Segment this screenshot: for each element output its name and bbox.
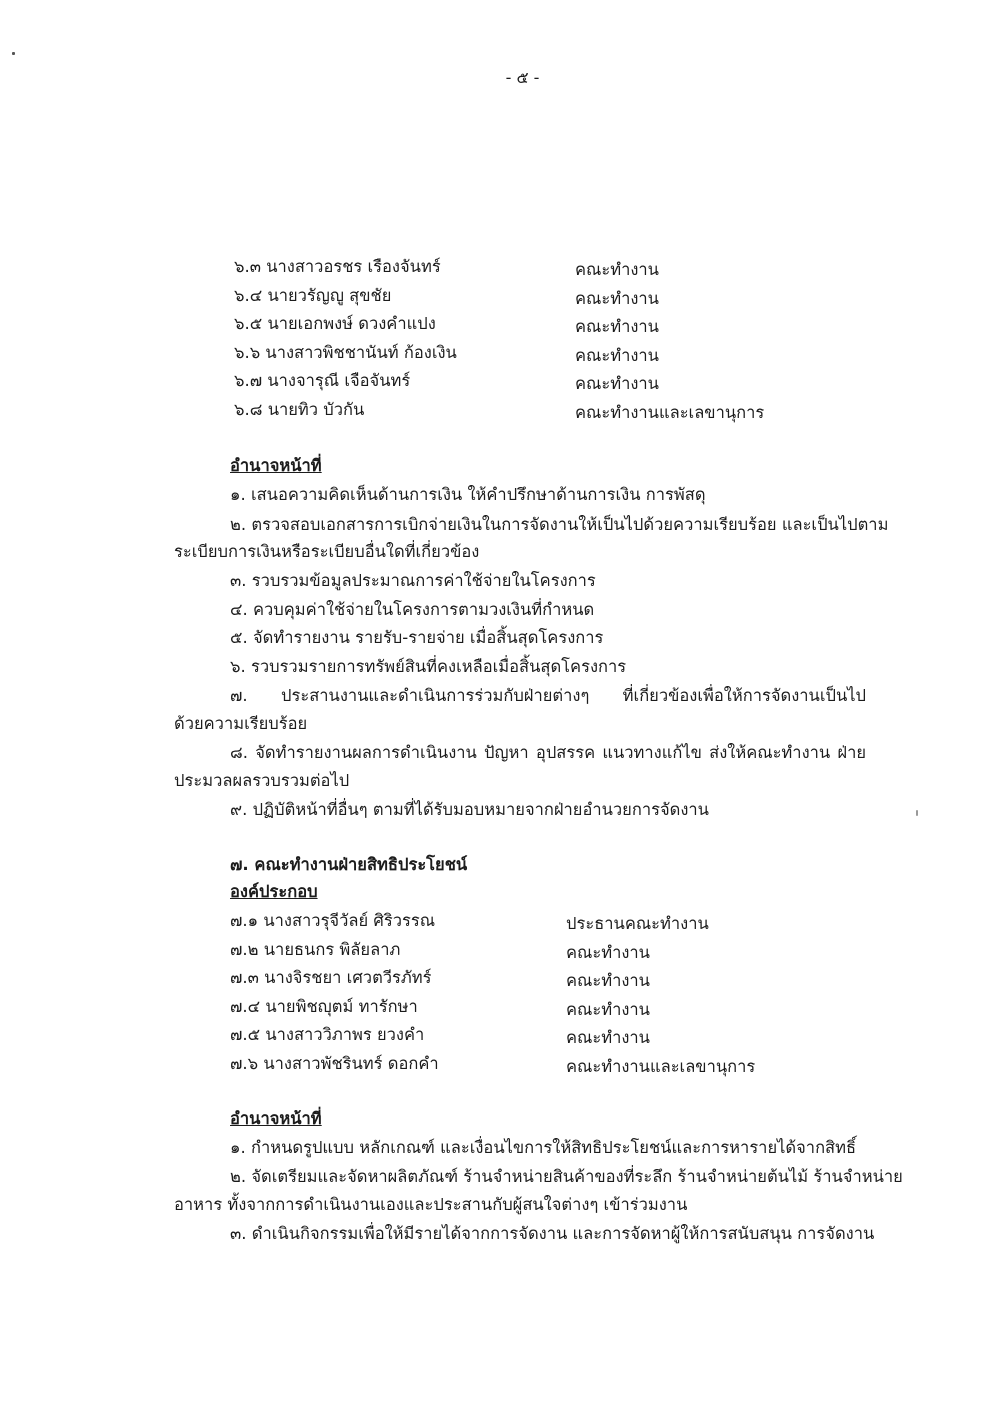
- duty-item: ๗. ประสานงานและดำเนินการร่วมกับฝ่ายต่างๆ ที่เกี่ยวข้องเพื่อให้การจัดงานเป็นไป: [230, 686, 866, 705]
- member-name: ๖.๖ นางสาวพิชชานันท์ ก้องเงิน: [234, 343, 457, 362]
- duty-item-continuation: ระเบียบการเงินหรือระเบียบอื่นใดที่เกี่ยวข้อง: [174, 542, 480, 561]
- member-role: คณะทำงาน: [575, 317, 659, 336]
- duty-item: ๓. ดำเนินกิจกรรมเพื่อให้มีรายได้จากการจัดงาน และการจัดหาผู้ให้การสนับสนุน การจัดงาน: [230, 1224, 875, 1243]
- member-role: คณะทำงาน: [566, 943, 650, 962]
- member-name: ๗.๒ นายธนกร พิลัยลาภ: [230, 940, 401, 959]
- duty-item: ๔. ควบคุมค่าใช้จ่ายในโครงการตามวงเงินที่กำหนด: [230, 600, 595, 619]
- member-role: คณะทำงาน: [566, 971, 650, 990]
- member-name: ๖.๗ นางจารุณี เจือจันทร์: [234, 371, 411, 390]
- member-role: คณะทำงาน: [566, 1028, 650, 1047]
- member-name: ๗.๖ นางสาวพัชรินทร์ ดอกคำ: [230, 1054, 439, 1073]
- member-name: ๗.๔ นายพิชญุตม์ ทารักษา: [230, 997, 418, 1016]
- duty-item: ๘. จัดทำรายงานผลการดำเนินงาน ปัญหา อุปสรรค แนวทางแก้ไข ส่งให้คณะทำงาน ฝ่าย: [230, 743, 866, 762]
- duty-item: ๙. ปฏิบัติหน้าที่อื่นๆ ตามที่ได้รับมอบหมายจากฝ่ายอำนวยการจัดงาน: [230, 800, 709, 819]
- duty-item-continuation: ด้วยความเรียบร้อย: [174, 714, 308, 733]
- page-number: - ๕ -: [505, 68, 540, 87]
- member-role: คณะทำงาน: [575, 260, 659, 279]
- member-role: คณะทำงานและเลขานุการ: [575, 403, 765, 422]
- member-name: ๖.๔ นายวรัญญู สุขชัย: [234, 286, 392, 305]
- duties-heading: อำนาจหน้าที่: [230, 1109, 322, 1128]
- duty-item: ๕. จัดทำรายงาน รายรับ-รายจ่าย เมื่อสิ้นสุดโครงการ: [230, 628, 604, 647]
- member-name: ๗.๕ นางสาววิภาพร ยวงคำ: [230, 1025, 425, 1044]
- scan-speck: [916, 810, 918, 816]
- member-name: ๗.๑ นางสาวรุจีวัลย์ ศิริวรรณ: [230, 911, 436, 930]
- duty-item: ๒. จัดเตรียมและจัดหาผลิตภัณฑ์ ร้านจำหน่ายสินค้าของที่ระลึก ร้านจำหน่ายต้นไม้ ร้านจำหน่าย: [230, 1167, 903, 1186]
- duties-heading: อำนาจหน้าที่: [230, 456, 322, 475]
- duty-item-continuation: อาหาร ทั้งจากการดำเนินงานเองและประสานกับผู้สนใจต่างๆ เข้าร่วมงาน: [174, 1195, 688, 1214]
- member-role: คณะทำงานและเลขานุการ: [566, 1057, 756, 1076]
- duty-item-continuation: ประมวลผลรวบรวมต่อไป: [174, 771, 350, 790]
- member-role: คณะทำงาน: [575, 374, 659, 393]
- duty-item: ๖. รวบรวมรายการทรัพย์สินที่คงเหลือเมื่อสิ้นสุดโครงการ: [230, 657, 627, 676]
- member-role: คณะทำงาน: [575, 346, 659, 365]
- member-name: ๗.๓ นางจิรชยา เศวตวีรภัทร์: [230, 968, 432, 987]
- member-role: คณะทำงาน: [575, 289, 659, 308]
- member-role: คณะทำงาน: [566, 1000, 650, 1019]
- composition-heading: องค์ประกอบ: [230, 882, 318, 901]
- duty-item: ๓. รวบรวมข้อมูลประมาณการค่าใช้จ่ายในโครงการ: [230, 571, 596, 590]
- duty-item: ๑. กำหนดรูปแบบ หลักเกณฑ์ และเงื่อนไขการให้สิทธิประโยชน์และการหารายได้จากสิทธิ์: [230, 1138, 857, 1157]
- scan-speck: [12, 52, 15, 55]
- member-name: ๖.๕ นายเอกพงษ์ ดวงคำแปง: [234, 314, 436, 333]
- duty-item: ๒. ตรวจสอบเอกสารการเบิกจ่ายเงินในการจัดงานให้เป็นไปด้วยความเรียบร้อย และเป็นไปตาม: [230, 515, 889, 534]
- duty-item: ๑. เสนอความคิดเห็นด้านการเงิน ให้คำปรึกษาด้านการเงิน การพัสดุ: [230, 485, 706, 504]
- member-name: ๖.๘ นายทิว บัวกัน: [234, 400, 365, 419]
- member-name: ๖.๓ นางสาวอรชร เรืองจันทร์: [234, 257, 441, 276]
- member-role: ประธานคณะทำงาน: [566, 914, 709, 933]
- section-title: ๗. คณะทำงานฝ่ายสิทธิประโยชน์: [230, 855, 468, 874]
